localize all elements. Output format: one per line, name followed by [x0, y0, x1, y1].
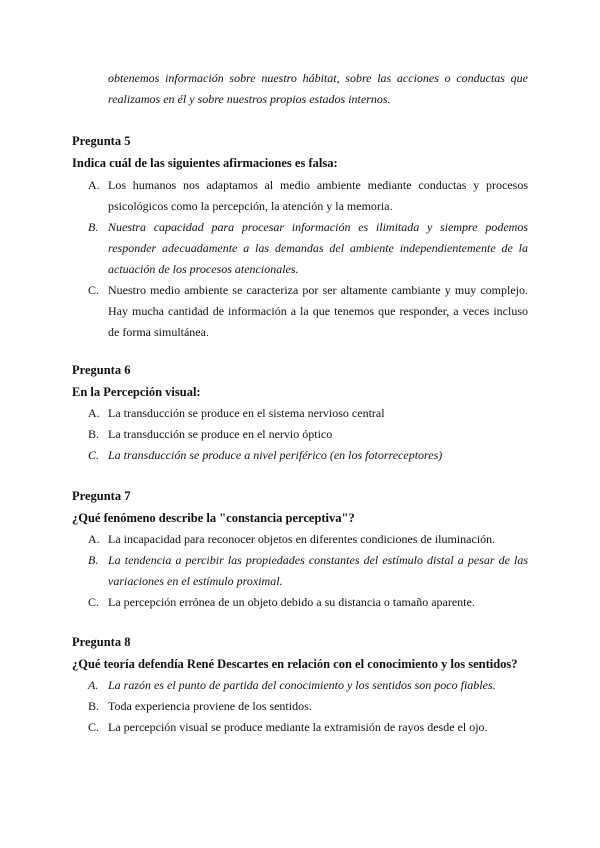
question-6-option-c	[88, 445, 528, 466]
question-5-title: Pregunta 5	[72, 134, 131, 148]
question-5-option-c	[88, 280, 528, 343]
question-8-title: Pregunta 8	[72, 635, 131, 649]
question-8-option-c	[88, 717, 528, 738]
question-5-option-b	[88, 217, 528, 280]
intro-paragraph: obtenemos información sobre nuestro hábitat, sobre las acciones o conductas que realizamos en él y sobre nuestros propios estados internos.	[108, 71, 528, 106]
option-letter: A.	[88, 178, 100, 192]
option-letter: A.	[88, 678, 99, 692]
option-text: La transducción se produce en el sistema nervioso central	[108, 406, 385, 420]
question-8-options	[88, 675, 528, 738]
option-text: La percepción visual se produce mediante la extramisión de rayos desde el ojo.	[108, 720, 488, 734]
question-5-prompt: Indica cuál de las siguientes afirmaciones es falsa:	[72, 156, 338, 170]
option-letter: B.	[88, 699, 100, 713]
option-letter: C.	[88, 720, 100, 734]
option-text: Toda experiencia proviene de los sentidos.	[108, 699, 312, 713]
option-letter: C.	[88, 448, 100, 462]
question-8-option-a	[88, 675, 528, 696]
option-text: La razón es el punto de partida del conocimiento y los sentidos son poco fiables.	[108, 678, 496, 692]
option-text: Nuestro medio ambiente se caracteriza por ser altamente cambiante y muy complejo. Hay mucha cantidad de información a la que tenemos que responder, a veces incluso de forma simultánea.	[108, 283, 528, 339]
question-7-option-c	[88, 592, 528, 613]
option-letter: B.	[88, 220, 99, 234]
option-text: La transducción se produce a nivel periférico (en los fotorreceptores)	[108, 448, 443, 462]
question-7-option-a	[88, 529, 528, 550]
question-6-options	[88, 403, 528, 466]
option-letter: C.	[88, 283, 100, 297]
option-text: La transducción se produce en el nervio óptico	[108, 427, 333, 441]
question-7-option-b	[88, 550, 528, 592]
option-letter: A.	[88, 532, 100, 546]
question-7-options	[88, 529, 528, 613]
option-letter: B.	[88, 427, 100, 441]
question-5-option-a	[88, 175, 528, 217]
question-8-prompt: ¿Qué teoría defendía René Descartes en relación con el conocimiento y los sentidos?	[72, 657, 518, 671]
question-7-title: Pregunta 7	[72, 489, 131, 503]
question-6-title: Pregunta 6	[72, 363, 131, 377]
question-5-options	[88, 175, 528, 343]
option-letter: B.	[88, 553, 99, 567]
option-text: La percepción errónea de un objeto debido a su distancia o tamaño aparente.	[108, 595, 475, 609]
option-letter: A.	[88, 406, 100, 420]
option-text: Nuestra capacidad para procesar información es ilimitada y siempre podemos responder adecuadamente a las demandas del ambiente independientemente de la actuación de los procesos atencionales.	[108, 220, 528, 276]
question-6-option-a	[88, 403, 528, 424]
question-7-prompt: ¿Qué fenómeno describe la "constancia perceptiva"?	[72, 511, 355, 525]
option-letter: C.	[88, 595, 100, 609]
option-text: La tendencia a percibir las propiedades constantes del estímulo distal a pesar de las variaciones en el estímulo proximal.	[108, 553, 528, 588]
option-text: La incapacidad para reconocer objetos en diferentes condiciones de iluminación.	[108, 532, 496, 546]
question-8-option-b	[88, 696, 528, 717]
question-6-option-b	[88, 424, 528, 445]
question-6-prompt: En la Percepción visual:	[72, 385, 201, 399]
option-text: Los humanos nos adaptamos al medio ambiente mediante conductas y procesos psicológicos como la percepción, la atención y la memoria.	[108, 178, 528, 213]
